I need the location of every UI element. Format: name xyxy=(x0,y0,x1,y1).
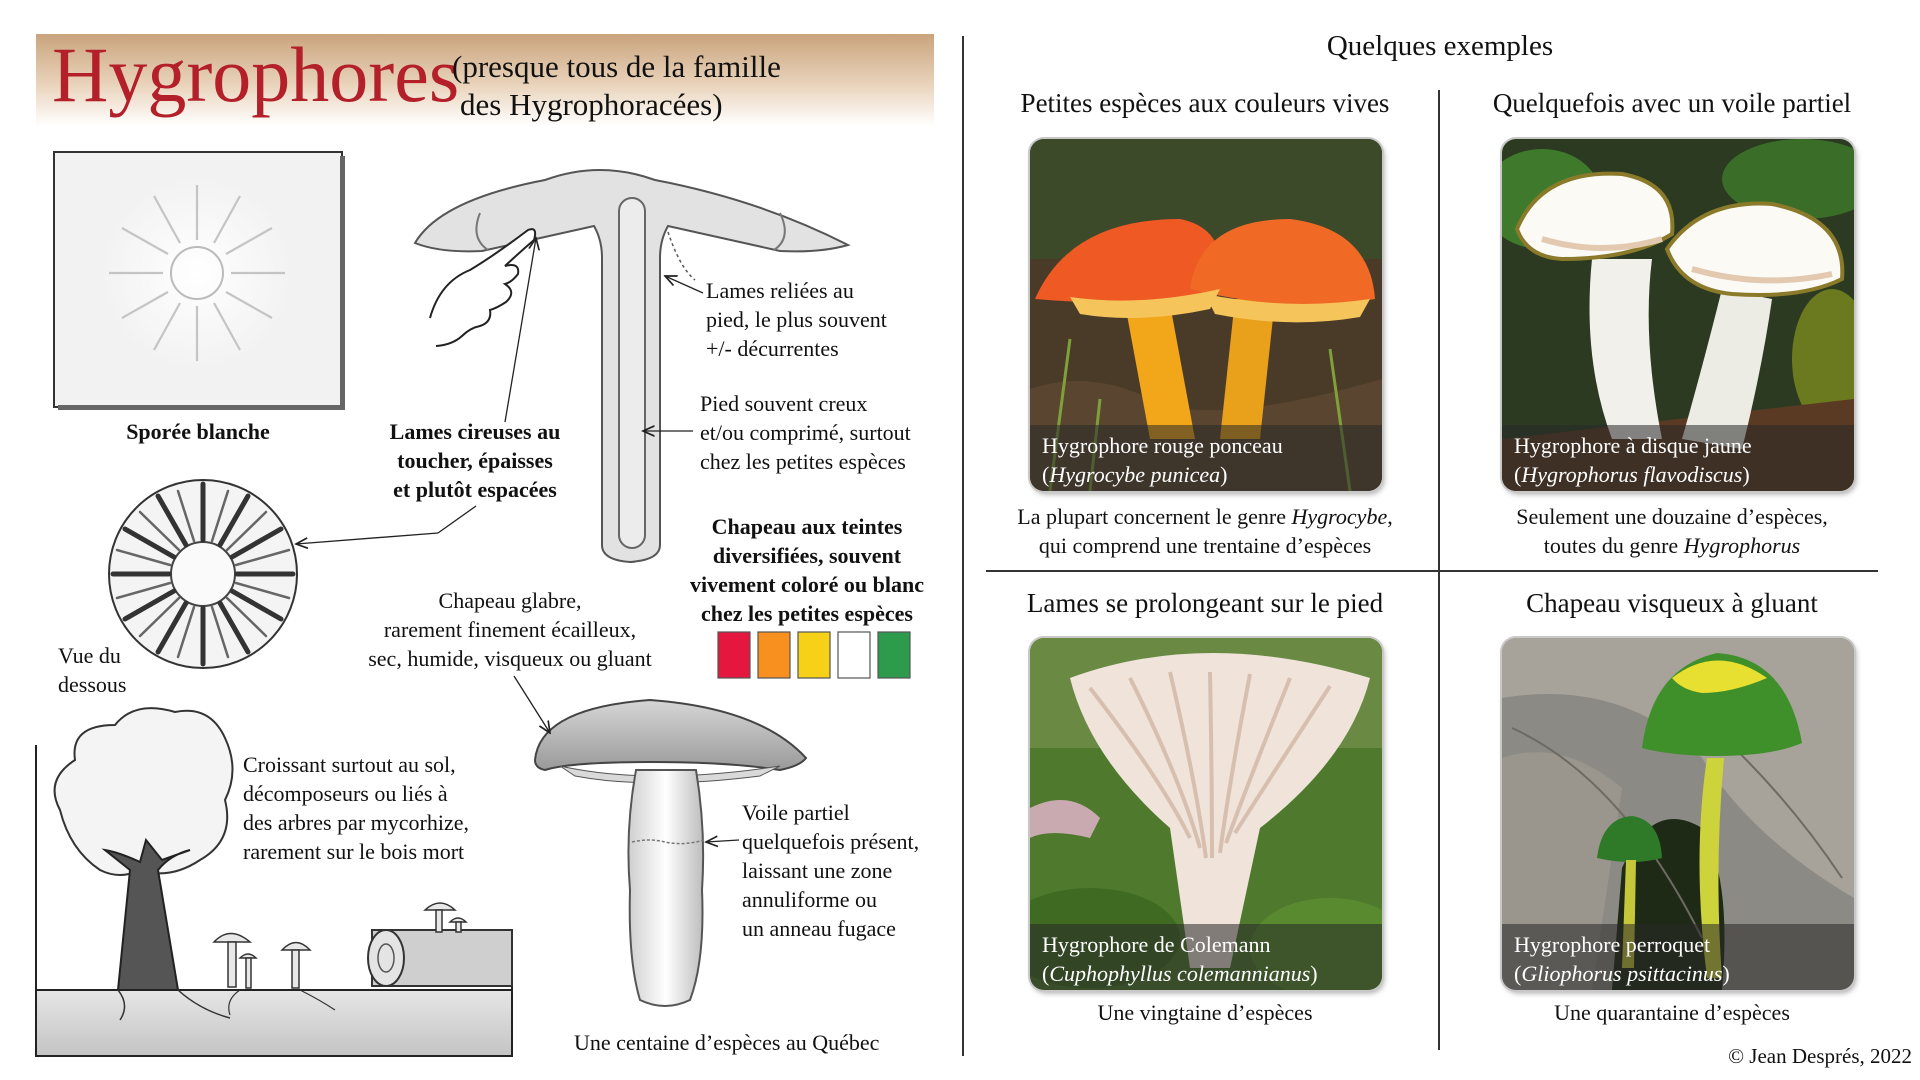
label-line: chez les petites espèces xyxy=(701,601,913,626)
stem-label xyxy=(700,389,945,476)
label-line: Vue du xyxy=(58,643,121,668)
panel-description xyxy=(1452,502,1892,560)
partial-veil-label xyxy=(742,798,947,943)
caption-common-name: Hygrophore à disque jaune xyxy=(1514,433,1752,458)
label-line: Croissant surtout au sol, xyxy=(243,752,456,777)
label-line: Voile partiel xyxy=(742,800,850,825)
desc-line: toutes du genre Hygrophorus xyxy=(1543,533,1801,558)
color-swatch xyxy=(798,632,830,678)
copyright: © Jean Després, 2022 xyxy=(1728,1044,1912,1068)
photo-caption xyxy=(1030,425,1382,491)
species-count-label: Une centaine d’espèces au Québec xyxy=(574,1030,880,1055)
label-line: annuliforme ou xyxy=(742,887,878,912)
color-swatch xyxy=(838,632,870,678)
caption-latin-name: (Hygrophorus flavodiscus) xyxy=(1514,462,1750,487)
label-line: décomposeurs ou liés à xyxy=(243,781,448,806)
label-line: vivement coloré ou blanc xyxy=(689,572,925,597)
photo-hygrocybe-punicea xyxy=(1030,139,1382,491)
panel-description xyxy=(990,502,1420,560)
panel-title: Quelquefois avec un voile partiel xyxy=(1492,88,1852,118)
label-line: laissant une zone xyxy=(742,858,893,883)
panel-title: Chapeau visqueux à gluant xyxy=(1526,588,1818,618)
label-line: quelquefois présent, xyxy=(742,829,920,854)
gills-label-line: et plutôt espacées xyxy=(393,477,557,502)
label-line: pied, le plus souvent xyxy=(706,307,887,332)
panel-description: Une quarantaine d’espèces xyxy=(1554,1000,1790,1025)
color-swatch xyxy=(878,632,910,678)
label-line: dessous xyxy=(58,672,127,697)
label-line: Chapeau glabre, xyxy=(438,588,582,613)
examples-horizontal-divider xyxy=(986,570,1878,572)
caption-common-name: Hygrophore perroquet xyxy=(1514,932,1711,957)
photo-caption xyxy=(1502,425,1854,491)
panel-title: Lames se prolongeant sur le pied xyxy=(1026,588,1384,618)
habitat-label xyxy=(243,750,523,866)
label-line: Lames reliées au xyxy=(706,278,854,303)
spore-print xyxy=(54,152,345,410)
panel-description: Une vingtaine d’espèces xyxy=(1097,1000,1313,1025)
gills-label-line: Lames cireuses au xyxy=(389,419,561,444)
label-line: des arbres par mycorhize, xyxy=(243,810,470,835)
label-line: Chapeau aux teintes xyxy=(711,514,903,539)
vertical-divider xyxy=(962,36,964,1056)
label-line: Pied souvent creux xyxy=(700,391,868,416)
desc-line: La plupart concernent le genre Hygrocybe, xyxy=(1017,504,1393,529)
caption-common-name: Hygrophore rouge ponceau xyxy=(1042,433,1283,458)
photo-gliophorus-psittacinus xyxy=(1502,638,1854,990)
desc-line: qui comprend une trentaine d’espèces xyxy=(1038,533,1372,558)
cap-colors-label xyxy=(672,512,942,628)
gills-label xyxy=(362,417,588,504)
label-line: et/ou comprimé, surtout xyxy=(700,420,911,445)
panel-title: Petites espèces aux couleurs vives xyxy=(1020,88,1390,118)
color-swatch xyxy=(758,632,790,678)
caption-latin-name: (Cuphophyllus colemannianus) xyxy=(1042,961,1318,986)
gills-attachment-label xyxy=(706,276,926,363)
label-line: un anneau fugace xyxy=(742,916,896,941)
photo-caption xyxy=(1030,924,1382,990)
label-line: diversifiées, souvent xyxy=(712,543,902,568)
subtitle-line-2: des Hygrophoracées) xyxy=(460,87,723,122)
label-line: rarement sur le bois mort xyxy=(243,839,465,864)
cap-underside xyxy=(109,480,297,668)
desc-line: Seulement une douzaine d’espèces, xyxy=(1516,504,1828,529)
underside-label xyxy=(58,641,168,699)
page-title: Hygrophores xyxy=(52,31,460,118)
caption-latin-name: (Hygrocybe punicea) xyxy=(1042,462,1228,487)
label-line: chez les petites espèces xyxy=(700,449,906,474)
label-line: +/- décurrentes xyxy=(706,336,839,361)
gills-label-line: toucher, épaisses xyxy=(397,448,553,473)
examples-heading: Quelques exemples xyxy=(1326,30,1554,62)
cap-surface-label xyxy=(340,586,680,673)
caption-common-name: Hygrophore de Colemann xyxy=(1042,932,1271,957)
subtitle-line-1: (presque tous de la famille xyxy=(452,49,781,84)
photo-hygrophorus-flavodiscus xyxy=(1502,139,1854,491)
label-line: sec, humide, visqueux ou gluant xyxy=(368,646,652,671)
label-line: rarement finement écailleux, xyxy=(383,617,637,642)
spore-print-label: Sporée blanche xyxy=(126,419,270,444)
photo-caption xyxy=(1502,924,1854,990)
color-swatch xyxy=(718,632,750,678)
color-swatches xyxy=(718,632,910,678)
photo-cuphophyllus-colemannianus xyxy=(1030,638,1382,990)
caption-latin-name: (Gliophorus psittacinus) xyxy=(1514,961,1730,986)
